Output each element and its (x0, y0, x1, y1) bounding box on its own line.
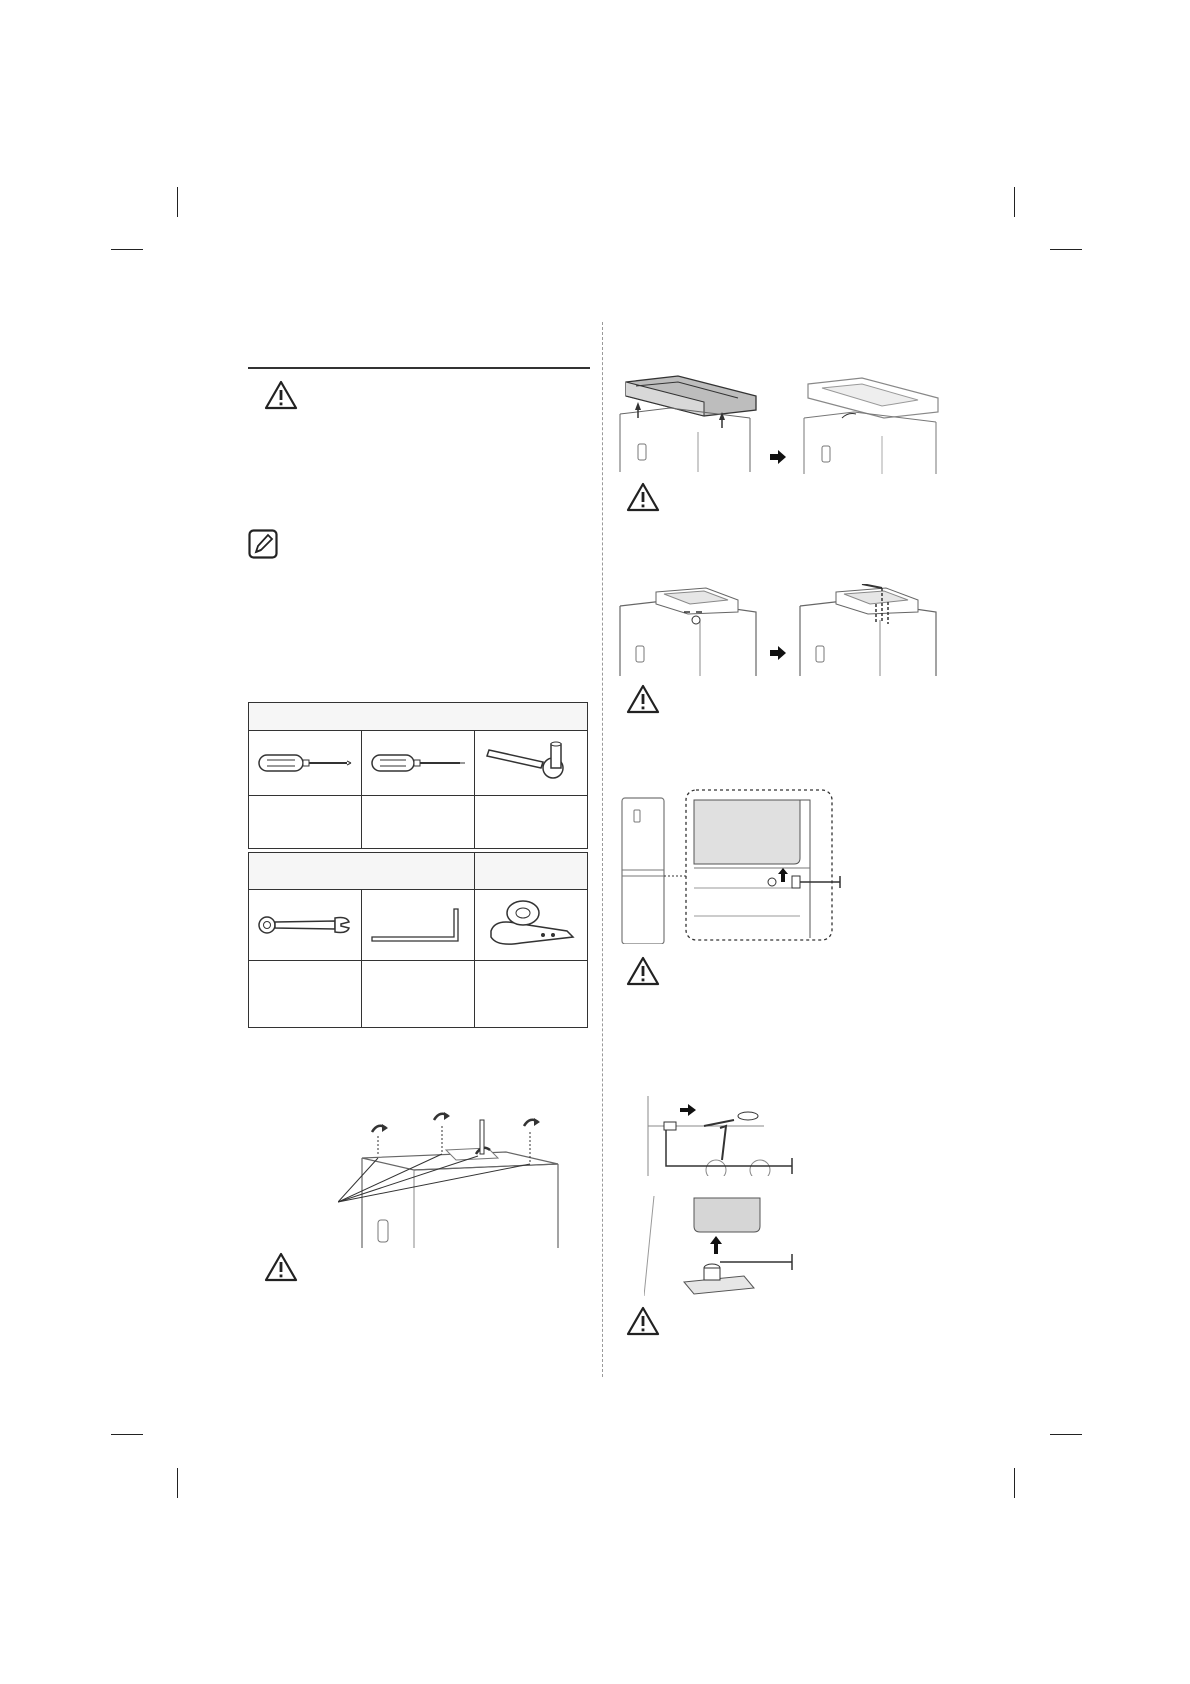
open-wrench-icon (249, 890, 362, 961)
bottom-hinge-illustration (644, 1196, 796, 1302)
fridge-top-screws-illustration (338, 1092, 568, 1248)
tool-label-cell (249, 961, 362, 1028)
crop-mark (1014, 1468, 1015, 1498)
top-cover-removal-illustration (618, 372, 758, 472)
crop-mark (1014, 187, 1015, 217)
section-rule (248, 367, 590, 369)
crop-mark (1050, 1434, 1082, 1435)
warning-triangle-icon (264, 380, 298, 410)
note-pencil-icon (248, 529, 278, 559)
table-header (249, 703, 588, 731)
socket-wrench-icon (475, 731, 588, 796)
middle-hinge-removal-illustration (644, 1096, 796, 1176)
crop-mark (111, 249, 143, 250)
hinge-part-icon (475, 890, 588, 961)
warning-triangle-icon (626, 482, 660, 512)
table-header (249, 853, 475, 890)
warning-triangle-icon (626, 1306, 660, 1336)
warning-triangle-icon (626, 956, 660, 986)
flat-screwdriver-icon (249, 731, 362, 796)
crop-mark (111, 1434, 143, 1435)
tools-table-1 (248, 702, 588, 849)
right-arrow-icon (770, 646, 786, 660)
tool-label-cell (362, 796, 475, 849)
crop-mark (177, 1468, 178, 1498)
warning-triangle-icon (626, 684, 660, 714)
cable-disconnect-illustration (616, 584, 760, 676)
tool-label-cell (362, 961, 475, 1028)
tools-table-2 (248, 852, 588, 1028)
tool-label-cell (249, 796, 362, 849)
table-header (475, 853, 588, 890)
fridge-door-detail-illustration (620, 788, 842, 944)
warning-triangle-icon (264, 1252, 298, 1282)
right-arrow-icon (770, 450, 786, 464)
phillips-screwdriver-icon (362, 731, 475, 796)
crop-mark (177, 187, 178, 217)
hex-key-icon (362, 890, 475, 961)
crop-mark (1050, 249, 1082, 250)
tool-label-cell (475, 961, 588, 1028)
cable-disconnected-illustration (796, 584, 940, 676)
column-divider (602, 322, 603, 1377)
top-cover-lifted-illustration (802, 374, 942, 474)
tool-label-cell (475, 796, 588, 849)
